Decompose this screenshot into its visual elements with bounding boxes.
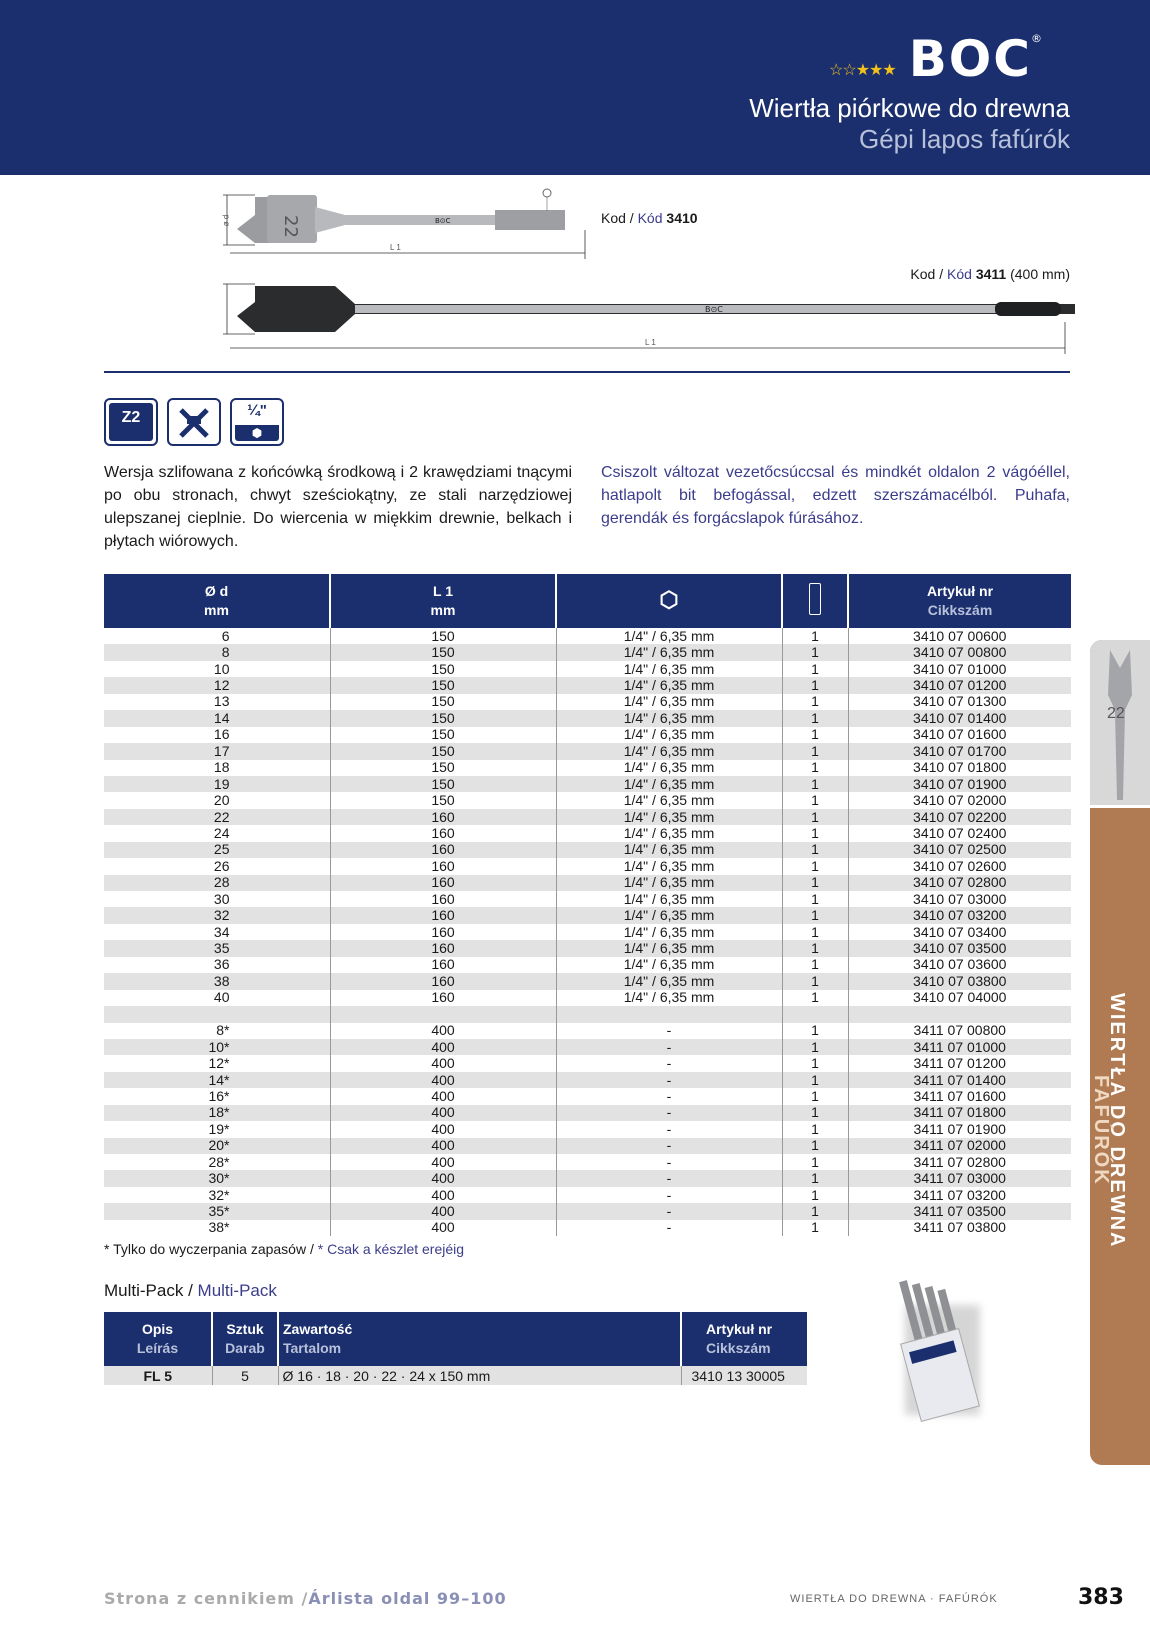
- cell-pack: 1: [782, 1220, 848, 1236]
- cell-pack: 1: [782, 727, 848, 743]
- cell-diameter: 16*: [104, 1088, 330, 1104]
- table-row: [104, 792, 1071, 808]
- page-number: 383: [1078, 1585, 1124, 1610]
- cell-shank: 1/4" / 6,35 mm: [556, 760, 782, 776]
- cell-shank: 1/4" / 6,35 mm: [556, 891, 782, 907]
- cell-pack: 1: [782, 694, 848, 710]
- cell-article: 3410 07 02600: [848, 858, 1071, 874]
- cell-article: 3411 07 01600: [848, 1088, 1071, 1104]
- cell-diameter: 38: [104, 973, 330, 989]
- cell-pack: 1: [782, 957, 848, 973]
- table-row: [104, 661, 1071, 677]
- table-row: [104, 940, 1071, 956]
- cell-pack: 1: [782, 825, 848, 841]
- cell-pack: 1: [782, 924, 848, 940]
- cell-diameter: 20: [104, 792, 330, 808]
- cell-shank: 1/4" / 6,35 mm: [556, 875, 782, 891]
- svg-text:B⊙C: B⊙C: [435, 217, 451, 225]
- cell-diameter: 18: [104, 760, 330, 776]
- cell-length: 400: [330, 1121, 556, 1137]
- cell-pack: 1: [782, 1154, 848, 1170]
- table-row: [104, 1203, 1071, 1219]
- cell-shank: 1/4" / 6,35 mm: [556, 842, 782, 858]
- cell-length: 400: [330, 1039, 556, 1055]
- cell-pack: 1: [782, 1072, 848, 1088]
- cell-shank: 1/4" / 6,35 mm: [556, 743, 782, 759]
- cell-length: 150: [330, 677, 556, 693]
- table-row: [104, 924, 1071, 940]
- cell-pack: 1: [782, 1187, 848, 1203]
- cell-length: 160: [330, 924, 556, 940]
- cell-pack: 1: [782, 760, 848, 776]
- hexagon-icon: ⬡: [659, 587, 679, 612]
- cell-diameter: 34: [104, 924, 330, 940]
- table-row: [104, 1055, 1071, 1071]
- cell-pack: 1: [782, 973, 848, 989]
- cell-diameter: 8: [104, 644, 330, 660]
- cell-shank: 1/4" / 6,35 mm: [556, 792, 782, 808]
- cell-article: 3411 07 03500: [848, 1203, 1071, 1219]
- cell-shank: 1/4" / 6,35 mm: [556, 940, 782, 956]
- cell-article: 3410 07 03200: [848, 907, 1071, 923]
- cell-length: 160: [330, 907, 556, 923]
- table-row: [104, 1072, 1071, 1088]
- cell-article: 3411 07 01200: [848, 1055, 1071, 1071]
- cell-diameter: 12*: [104, 1055, 330, 1071]
- cell-shank: 1/4" / 6,35 mm: [556, 907, 782, 923]
- cell-pack: 1: [782, 1088, 848, 1104]
- col-article: Artykuł nr Cikkszám: [848, 574, 1071, 628]
- page-title-hu: Gépi lapos fafúrók: [858, 124, 1070, 154]
- side-label-hu: FAFÚRÓK: [1090, 1075, 1112, 1186]
- cell-diameter: 13: [104, 694, 330, 710]
- cell-article: 3410 07 02800: [848, 875, 1071, 891]
- svg-text:L 1: L 1: [390, 243, 401, 252]
- table-row: [104, 710, 1071, 726]
- table-row: [104, 825, 1071, 841]
- cell-pack: 1: [782, 644, 848, 660]
- cell-length: 160: [330, 809, 556, 825]
- cell-length: 160: [330, 825, 556, 841]
- cell-article: 3410 07 01800: [848, 760, 1071, 776]
- cell-length: 160: [330, 842, 556, 858]
- cell-shank: -: [556, 1072, 782, 1088]
- cell-article: 3410 07 00600: [848, 628, 1071, 644]
- footer-section: WIERTŁA DO DREWNA · FAFÚRÓK: [790, 1593, 998, 1605]
- cell-shank: 1/4" / 6,35 mm: [556, 644, 782, 660]
- table-row: [104, 727, 1071, 743]
- cell-pack: 1: [782, 842, 848, 858]
- table-row: [104, 743, 1071, 759]
- cell-diameter: 32*: [104, 1187, 330, 1203]
- cell-length: 160: [330, 990, 556, 1006]
- cell-length: 150: [330, 760, 556, 776]
- section-divider: [104, 371, 1070, 373]
- cell-length: 160: [330, 858, 556, 874]
- cell-diameter: 20*: [104, 1138, 330, 1154]
- cell-pack: 1: [782, 1170, 848, 1186]
- table-row: [104, 875, 1071, 891]
- cell-length: 400: [330, 1088, 556, 1104]
- cell-shank: 1/4" / 6,35 mm: [556, 727, 782, 743]
- cell-diameter: 16: [104, 727, 330, 743]
- cell-pack: 1: [782, 1138, 848, 1154]
- cell-shank: 1/4" / 6,35 mm: [556, 924, 782, 940]
- cell-diameter: 38*: [104, 1220, 330, 1236]
- table-row: [104, 907, 1071, 923]
- table-row: [104, 1023, 1071, 1039]
- brand-logo: BOC ®: [908, 30, 1044, 88]
- cell-article: [848, 1006, 1071, 1022]
- cell-shank: -: [556, 1170, 782, 1186]
- cell-article: 3410 07 00800: [848, 644, 1071, 660]
- footnote: * Tylko do wyczerpania zapasów / * Csak a készlet erejéig: [104, 1241, 465, 1257]
- table-row: [104, 891, 1071, 907]
- table-row: [104, 1138, 1071, 1154]
- multipack-title: Multi-Pack / Multi-Pack: [104, 1281, 277, 1300]
- svg-text:B⊙C: B⊙C: [705, 305, 723, 314]
- cell-article: 3410 07 03000: [848, 891, 1071, 907]
- cell-article: 3410 07 03600: [848, 957, 1071, 973]
- cell-article: 3410 07 02500: [848, 842, 1071, 858]
- bit-size-label: 22: [280, 215, 301, 238]
- col-shank: [556, 574, 782, 628]
- table-row: [104, 677, 1071, 693]
- cell-article: 3411 07 03000: [848, 1170, 1071, 1186]
- col-length: L 1 mm: [330, 574, 556, 628]
- cell-length: 160: [330, 940, 556, 956]
- cell-diameter: 28*: [104, 1154, 330, 1170]
- cell-article: 3410 07 01000: [848, 661, 1071, 677]
- cell-shank: -: [556, 1154, 782, 1170]
- cell-pack: 1: [782, 1055, 848, 1071]
- table-row: [104, 776, 1071, 792]
- table-row: [104, 842, 1071, 858]
- cell-diameter: 6: [104, 628, 330, 644]
- cell-pack: 1: [782, 907, 848, 923]
- cell-shank: -: [556, 1039, 782, 1055]
- table-row: [104, 694, 1071, 710]
- cell-article: 3410 07 01700: [848, 743, 1071, 759]
- cell-length: 150: [330, 710, 556, 726]
- cell-diameter: 14: [104, 710, 330, 726]
- page-title-pl: Wiertła piórkowe do drewna: [749, 93, 1070, 123]
- table-row: [104, 1039, 1071, 1055]
- cell-shank: -: [556, 1121, 782, 1137]
- description-hu: Csiszolt változat vezetőcsúccsal és mindkét oldalon 2 vágóéllel, hatlapolt bit befogással, edzett szerszámacélból. Puhafa, gerendák és forgácslapok fúrásához.: [601, 464, 1070, 527]
- cell-diameter: 30*: [104, 1170, 330, 1186]
- cell-pack: 1: [782, 990, 848, 1006]
- table-row: [104, 1006, 1071, 1022]
- header-banner: [0, 0, 1150, 175]
- cell-diameter: 10*: [104, 1039, 330, 1055]
- table-row: [104, 809, 1071, 825]
- cell-length: 150: [330, 661, 556, 677]
- cell-pack: 1: [782, 875, 848, 891]
- table-row: [104, 1088, 1071, 1104]
- cell-diameter: 12: [104, 677, 330, 693]
- cell-diameter: 26: [104, 858, 330, 874]
- cell-shank: 1/4" / 6,35 mm: [556, 957, 782, 973]
- col-pack: [782, 574, 848, 628]
- cell-pack: 1: [782, 940, 848, 956]
- cell-shank: 1/4" / 6,35 mm: [556, 973, 782, 989]
- cell-diameter: 35*: [104, 1203, 330, 1219]
- col-diameter: Ø d mm: [104, 574, 330, 628]
- cell-pack: 1: [782, 628, 848, 644]
- cell-article: 3411 07 01800: [848, 1105, 1071, 1121]
- cell-shank: 1/4" / 6,35 mm: [556, 628, 782, 644]
- cell-pack: 1: [782, 661, 848, 677]
- cell-shank: 1/4" / 6,35 mm: [556, 776, 782, 792]
- cell-length: 160: [330, 973, 556, 989]
- cell-length: 400: [330, 1072, 556, 1088]
- cell-diameter: 17: [104, 743, 330, 759]
- cell-article: 3411 07 03200: [848, 1187, 1071, 1203]
- cell-shank: -: [556, 1088, 782, 1104]
- cell-article: 3411 07 02000: [848, 1138, 1071, 1154]
- side-label-pl: WIERTŁA DO DREWNA: [1106, 993, 1128, 1249]
- table-row: [104, 628, 1071, 644]
- cell-shank: 1/4" / 6,35 mm: [556, 858, 782, 874]
- cell-diameter: 14*: [104, 1072, 330, 1088]
- cell-pack: 1: [782, 710, 848, 726]
- multipack-table: Opis Leírás Sztuk Darab Zawartość Tartalom Artykuł nr Cikkszám FL 5 5 Ø 16 · 18 · 20 · 22 · 24 x 150 mm 3410 13 30005: [104, 1312, 807, 1385]
- description-pl: Wersja szlifowana z końcówką środkową i 2 krawędziami tnącymi po obu stronach, chwyt sześciokątny, ze stali narzędziowej ulepszanej cieplnie. Do wiercenia w miękkim drewnie, belkach i płytach wiórowych.: [104, 464, 572, 550]
- table-row: [104, 957, 1071, 973]
- cell-pack: 1: [782, 891, 848, 907]
- drill-3410-image: [215, 185, 595, 265]
- cell-shank: -: [556, 1220, 782, 1236]
- cell-pack: 1: [782, 677, 848, 693]
- cell-pack: 1: [782, 792, 848, 808]
- cell-shank: -: [556, 1138, 782, 1154]
- cell-diameter: 28: [104, 875, 330, 891]
- cell-length: 160: [330, 875, 556, 891]
- cell-article: 3410 07 03800: [848, 973, 1071, 989]
- cell-diameter: 18*: [104, 1105, 330, 1121]
- cell-diameter: 30: [104, 891, 330, 907]
- cell-diameter: 36: [104, 957, 330, 973]
- cell-pack: 1: [782, 776, 848, 792]
- cell-length: 150: [330, 776, 556, 792]
- product-table: [104, 574, 1071, 1236]
- cell-article: 3410 07 01200: [848, 677, 1071, 693]
- product-code-3410: Kod / Kód 3410: [601, 210, 698, 226]
- cell-pack: 1: [782, 1203, 848, 1219]
- cell-shank: -: [556, 1023, 782, 1039]
- table-row: [104, 1121, 1071, 1137]
- cell-length: 400: [330, 1203, 556, 1219]
- cell-diameter: 10: [104, 661, 330, 677]
- cell-article: 3411 07 00800: [848, 1023, 1071, 1039]
- cell-shank: 1/4" / 6,35 mm: [556, 710, 782, 726]
- cell-diameter: 8*: [104, 1023, 330, 1039]
- cell-length: 400: [330, 1105, 556, 1121]
- table-row: [104, 760, 1071, 776]
- cell-article: 3410 07 03400: [848, 924, 1071, 940]
- z2-icon: Z2: [104, 398, 158, 446]
- svg-text:L 1: L 1: [645, 338, 656, 347]
- cell-pack: 1: [782, 1105, 848, 1121]
- cell-article: 3410 07 01600: [848, 727, 1071, 743]
- cell-diameter: 35: [104, 940, 330, 956]
- cell-length: 150: [330, 644, 556, 660]
- cell-length: 160: [330, 957, 556, 973]
- cell-pack: [782, 1006, 848, 1022]
- cell-diameter: 25: [104, 842, 330, 858]
- cell-length: 400: [330, 1170, 556, 1186]
- multipack-image: [880, 1275, 1010, 1435]
- cell-diameter: 32: [104, 907, 330, 923]
- svg-text:22: 22: [1107, 705, 1125, 722]
- cell-pack: 1: [782, 1121, 848, 1137]
- cell-article: 3411 07 01000: [848, 1039, 1071, 1055]
- cell-article: 3411 07 01900: [848, 1121, 1071, 1137]
- cell-shank: [556, 1006, 782, 1022]
- cell-length: 150: [330, 792, 556, 808]
- table-row: [104, 1187, 1071, 1203]
- table-row: [104, 858, 1071, 874]
- cell-diameter: 22: [104, 809, 330, 825]
- cell-shank: 1/4" / 6,35 mm: [556, 825, 782, 841]
- cell-article: 3411 07 01400: [848, 1072, 1071, 1088]
- cell-length: 150: [330, 743, 556, 759]
- cell-length: 400: [330, 1154, 556, 1170]
- cell-length: 400: [330, 1220, 556, 1236]
- cell-article: 3411 07 02800: [848, 1154, 1071, 1170]
- cell-shank: 1/4" / 6,35 mm: [556, 694, 782, 710]
- cell-article: 3410 07 04000: [848, 990, 1071, 1006]
- cell-diameter: 24: [104, 825, 330, 841]
- product-code-3411: Kod / Kód 3411 (400 mm): [910, 266, 1070, 282]
- cell-article: 3411 07 03800: [848, 1220, 1071, 1236]
- cell-shank: 1/4" / 6,35 mm: [556, 661, 782, 677]
- cell-shank: 1/4" / 6,35 mm: [556, 990, 782, 1006]
- cell-article: 3410 07 01400: [848, 710, 1071, 726]
- cell-length: 160: [330, 891, 556, 907]
- hex-shank-icon: ¼" ⬢: [230, 398, 284, 446]
- table-row: [104, 1105, 1071, 1121]
- table-row: [104, 973, 1071, 989]
- cell-pack: 1: [782, 1039, 848, 1055]
- rating-stars: ☆☆★★★: [829, 62, 896, 79]
- cell-length: 150: [330, 694, 556, 710]
- cell-shank: -: [556, 1187, 782, 1203]
- cell-article: 3410 07 02000: [848, 792, 1071, 808]
- dim-d-label-1: ø d: [221, 214, 231, 227]
- cell-length: [330, 1006, 556, 1022]
- table-row: [104, 1170, 1071, 1186]
- cell-length: 400: [330, 1023, 556, 1039]
- cell-diameter: 19: [104, 776, 330, 792]
- cell-pack: 1: [782, 1023, 848, 1039]
- cell-length: 150: [330, 727, 556, 743]
- cell-shank: 1/4" / 6,35 mm: [556, 809, 782, 825]
- pack-quantity-icon: [809, 583, 821, 615]
- cell-length: 400: [330, 1055, 556, 1071]
- cell-shank: -: [556, 1203, 782, 1219]
- cell-article: 3410 07 02400: [848, 825, 1071, 841]
- cell-article: 3410 07 01900: [848, 776, 1071, 792]
- cell-diameter: [104, 1006, 330, 1022]
- cell-length: 400: [330, 1138, 556, 1154]
- footer-price-list: Strona z cennikiem /Árlista oldal 99–100: [104, 1589, 507, 1608]
- cell-length: 400: [330, 1187, 556, 1203]
- cell-diameter: 19*: [104, 1121, 330, 1137]
- cell-pack: 1: [782, 809, 848, 825]
- spade-bit-icon: [1090, 640, 1150, 805]
- brand-name: BOC: [908, 30, 1032, 88]
- cell-shank: -: [556, 1055, 782, 1071]
- table-row: [104, 1220, 1071, 1236]
- table-row: [104, 1154, 1071, 1170]
- wood-drilling-icon: [167, 398, 221, 446]
- table-row: [104, 990, 1071, 1006]
- cell-pack: 1: [782, 743, 848, 759]
- cell-shank: 1/4" / 6,35 mm: [556, 677, 782, 693]
- cell-article: 3410 07 01300: [848, 694, 1071, 710]
- multipack-row: FL 5 5 Ø 16 · 18 · 20 · 22 · 24 x 150 mm 3410 13 30005: [104, 1366, 807, 1385]
- cell-length: 150: [330, 628, 556, 644]
- cell-diameter: 40: [104, 990, 330, 1006]
- cell-article: 3410 07 02200: [848, 809, 1071, 825]
- cell-article: 3410 07 03500: [848, 940, 1071, 956]
- drill-3411-image: [215, 282, 1075, 362]
- table-row: [104, 644, 1071, 660]
- cell-pack: 1: [782, 858, 848, 874]
- cell-shank: -: [556, 1105, 782, 1121]
